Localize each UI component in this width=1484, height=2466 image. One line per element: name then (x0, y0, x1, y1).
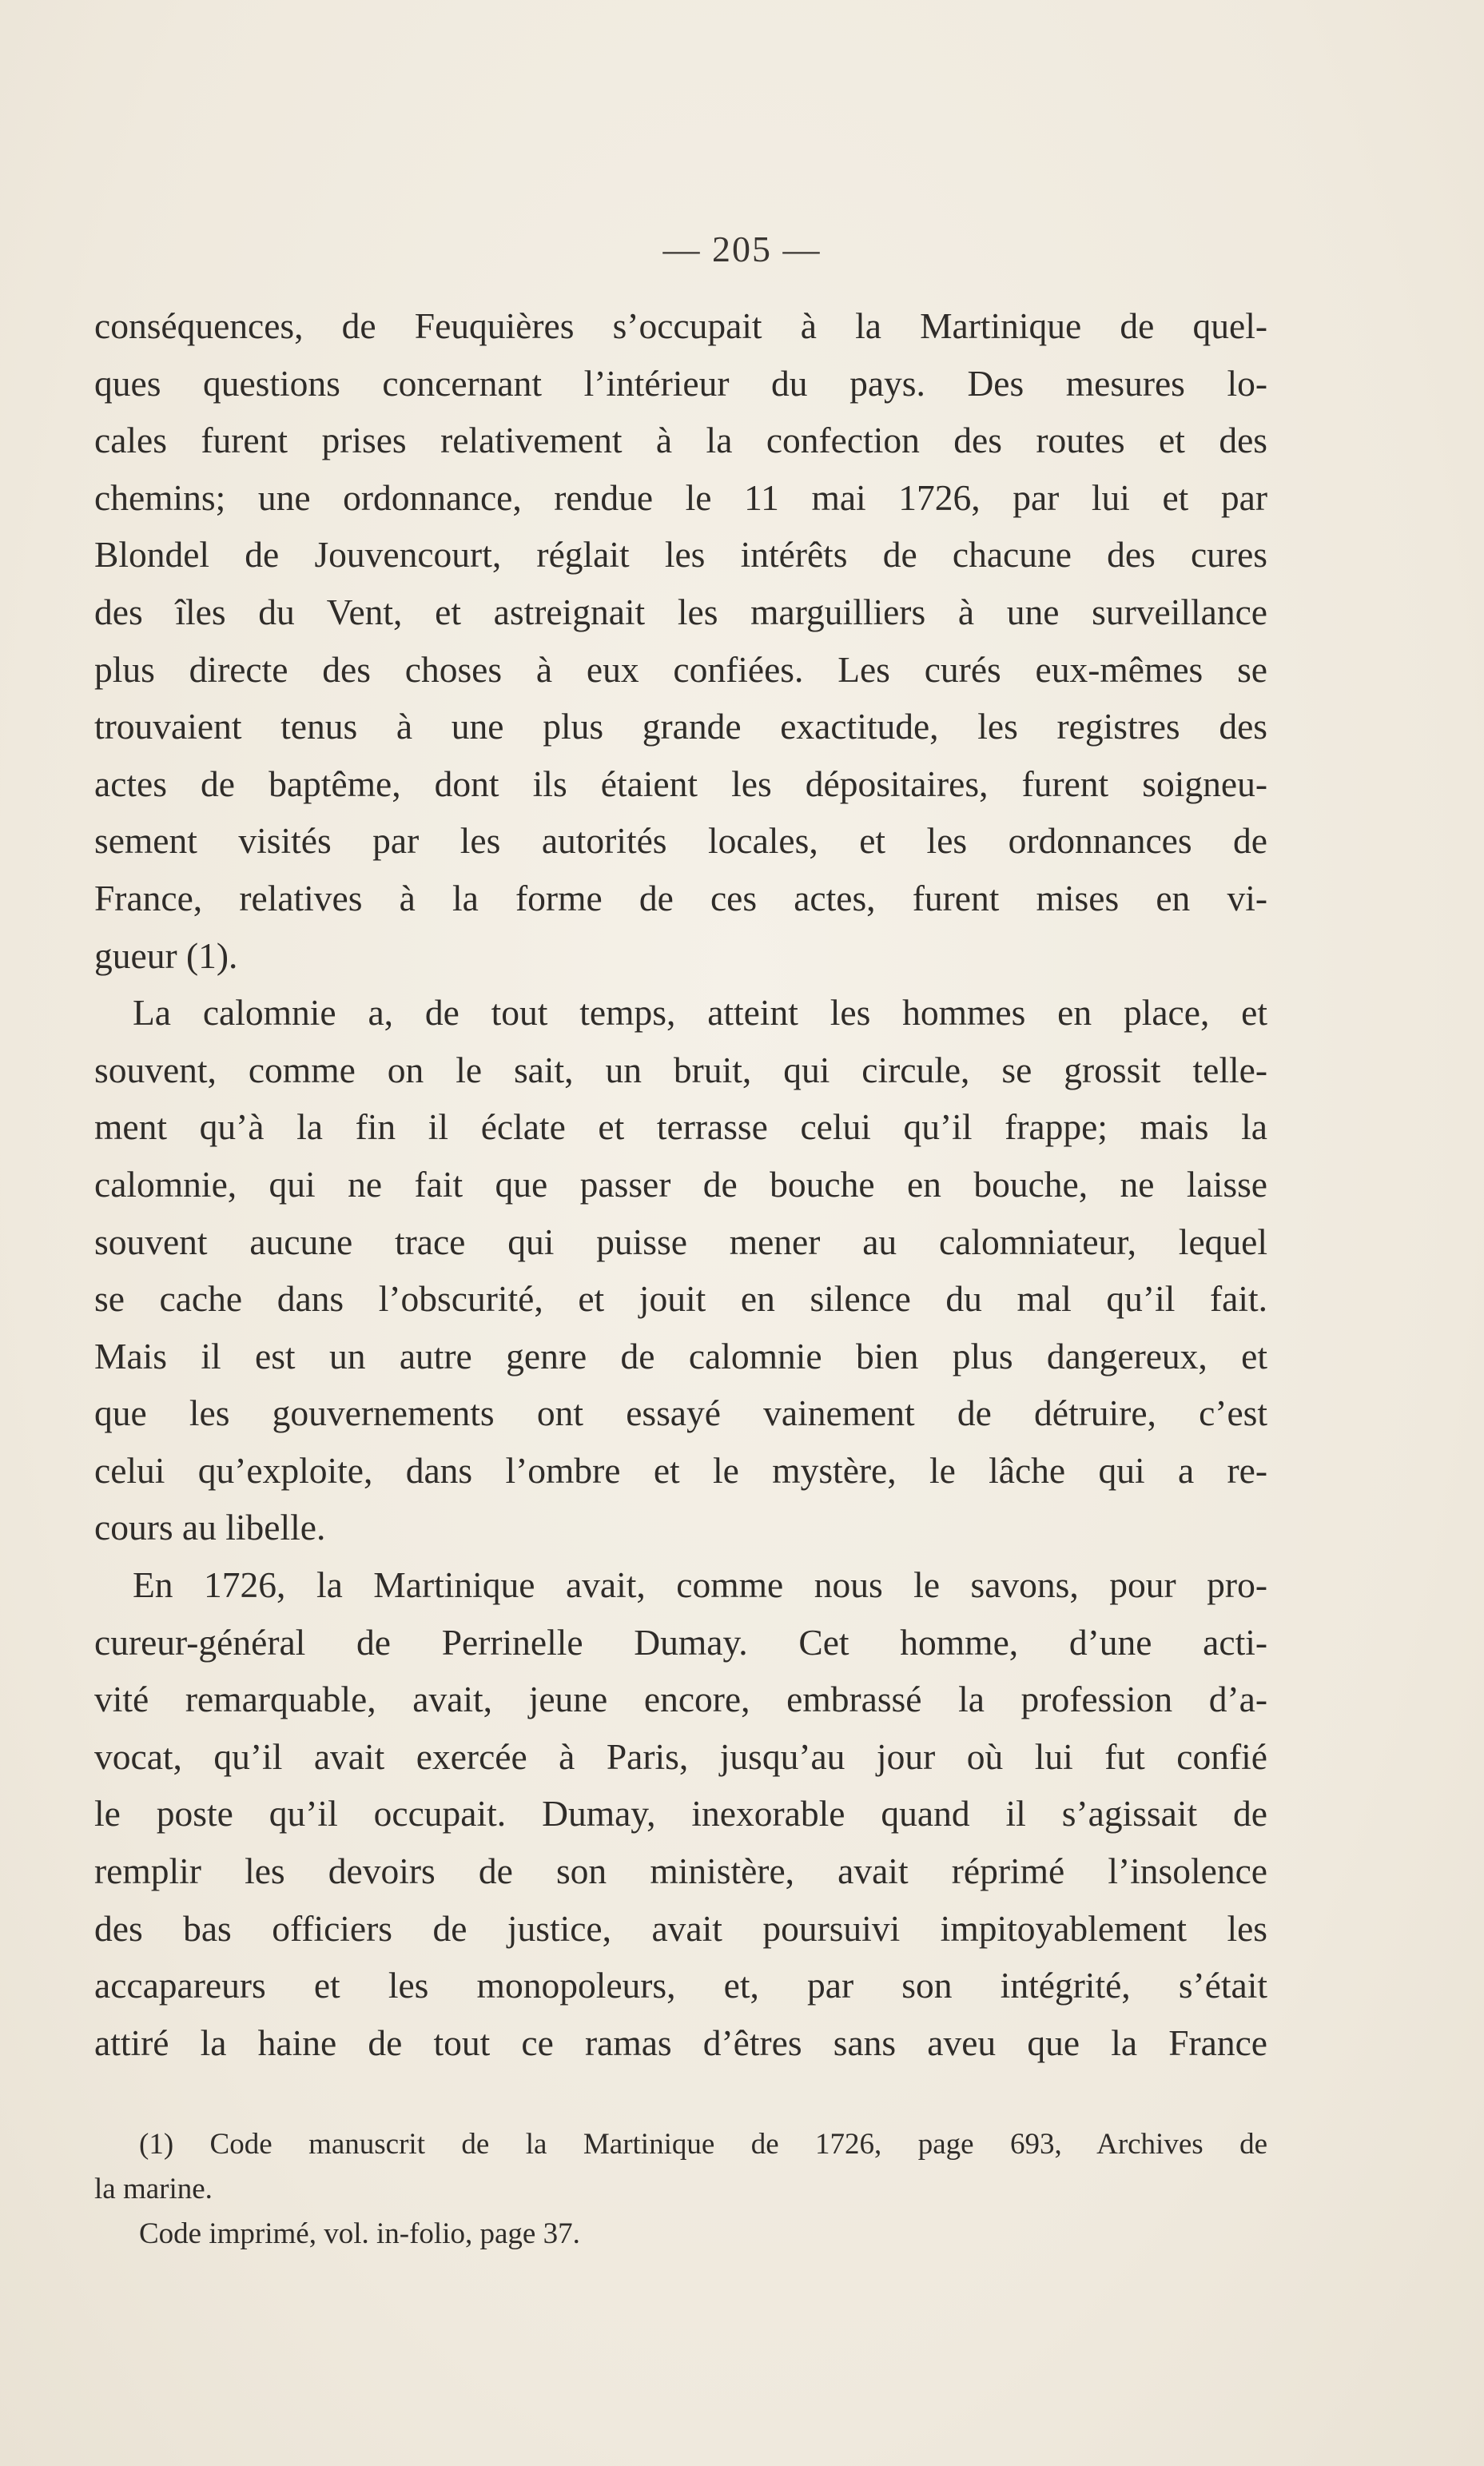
footnotes (94, 2122, 1267, 2257)
text-line: des bas officiers de justice, avait poursuivi impitoyablement les (94, 1907, 1267, 1949)
text-line: des îles du Vent, et astreignait les marguilliers à une surveillance (94, 591, 1267, 632)
text-line: gueur (1). (94, 934, 238, 976)
text-line: vité remarquable, avait, jeune encore, embrassé la profession d’a- (94, 1679, 1267, 1720)
text-line: cureur-général de Perrinelle Dumay. Cet homme, d’une acti- (94, 1621, 1267, 1663)
text-line: vocat, qu’il avait exercée à Paris, jusqu’au jour où lui fut confié (94, 1735, 1267, 1777)
text-line: En 1726, la Martinique avait, comme nous le savons, pour pro- (133, 1564, 1267, 1606)
text-line: cales furent prises relativement à la confection des routes et des (94, 420, 1267, 461)
text-line: ment qu’à la fin il éclate et terrasse celui qu’il frappe; mais la (94, 1106, 1267, 1148)
text-line: que les gouvernements ont essayé vainement de détruire, c’est (94, 1392, 1267, 1434)
text-line: plus directe des choses à eux confiées. Les curés eux-mêmes se (94, 648, 1267, 690)
text-line: actes de baptême, dont ils étaient les dépositaires, furent soigneu- (94, 763, 1267, 804)
text-line: chemins; une ordonnance, rendue le 11 mai 1726, par lui et par (94, 476, 1267, 518)
text-line: le poste qu’il occupait. Dumay, inexorable quand il s’agissait de (94, 1793, 1267, 1835)
text-line: conséquences, de Feuquières s’occupait à la Martinique de quel- (94, 305, 1267, 346)
text-line: sement visités par les autorités locales, et les ordonnances de (94, 820, 1267, 862)
footnote-line: la marine. (94, 2173, 213, 2205)
text-line: souvent aucune trace qui puisse mener au calomniateur, lequel (94, 1221, 1267, 1262)
footnote-line: Code imprimé, vol. in-folio, page 37. (139, 2217, 580, 2250)
text-line: souvent, comme on le sait, un bruit, qui circule, se grossit telle- (94, 1049, 1267, 1090)
text-line: Mais il est un autre genre de calomnie bien plus dangereux, et (94, 1335, 1267, 1376)
text-line: cours au libelle. (94, 1507, 326, 1548)
text-line: calomnie, qui ne fait que passer de bouche en bouche, ne laisse (94, 1163, 1267, 1205)
text-line: remplir les devoirs de son ministère, avait réprimé l’insolence (94, 1850, 1267, 1892)
text-line: se cache dans l’obscurité, et jouit en silence du mal qu’il fait. (94, 1278, 1267, 1320)
text-line: France, relatives à la forme de ces actes, furent mises en vi- (94, 877, 1267, 918)
text-line: La calomnie a, de tout temps, atteint les hommes en place, et (133, 992, 1267, 1034)
text-line: attiré la haine de tout ce ramas d’êtres sans aveu que la France (94, 2022, 1267, 2063)
body-text (94, 297, 1267, 2071)
footnote-line: (1) Code manuscrit de la Martinique de 1726, page 693, Archives de (139, 2128, 1267, 2161)
page-number: — 205 — (662, 229, 822, 269)
text-line: trouvaient tenus à une plus grande exactitude, les registres des (94, 706, 1267, 747)
text-line: Blondel de Jouvencourt, réglait les intérêts de chacune des cures (94, 534, 1267, 576)
text-line: celui qu’exploite, dans l’ombre et le mystère, le lâche qui a re- (94, 1449, 1267, 1491)
text-line: ques questions concernant l’intérieur du pays. Des mesures lo- (94, 362, 1267, 404)
text-line: accapareurs et les monopoleurs, et, par son intégrité, s’était (94, 1965, 1267, 2006)
